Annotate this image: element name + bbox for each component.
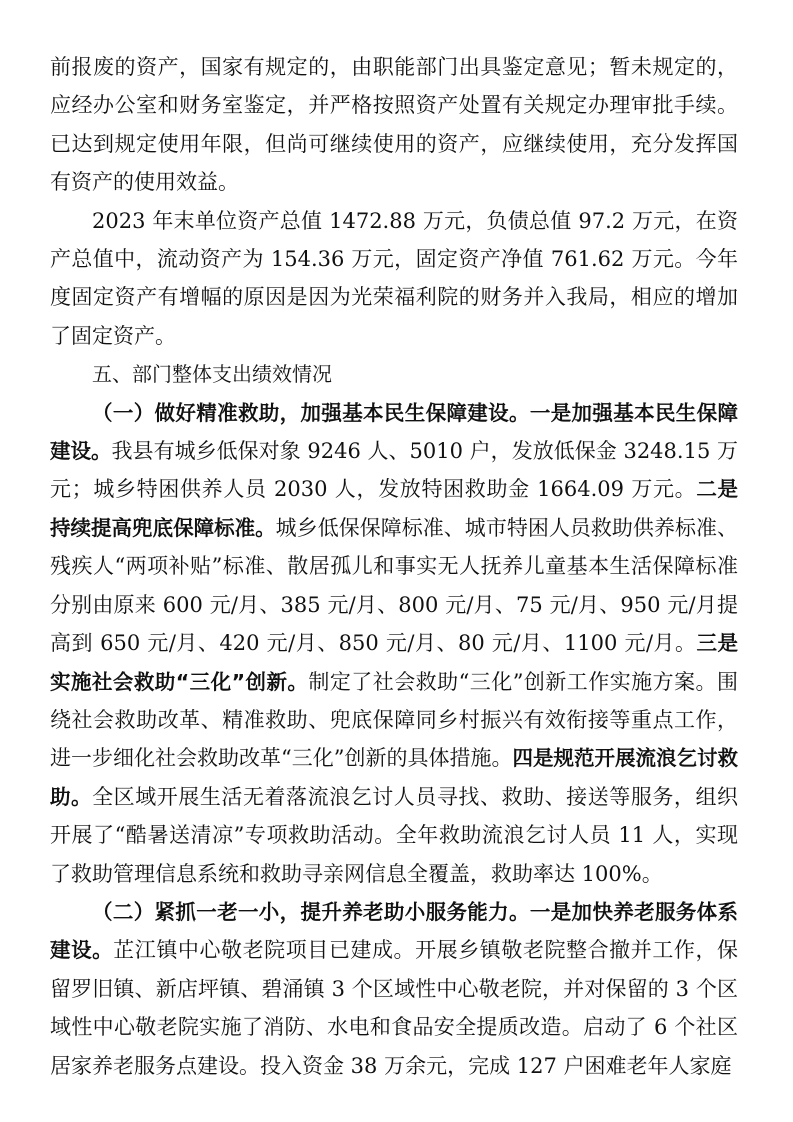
elderly-point-one-label: 一是加快养老服务体系建设。 [50, 899, 739, 963]
paragraph-elderly-child [50, 893, 738, 1085]
subheading-elderly-child: （二）紧抓一老一小，提升养老助小服务能力。 [92, 899, 530, 924]
point-four-label: 四是规范开展流浪乞讨救助。 [50, 746, 738, 809]
subheading-precise-assistance: （一）做好精准救助，加强基本民生保障建设。 [92, 400, 530, 425]
point-one-text: 我县有城乡低保对象 9246 人、5010 户，发放低保金 3248.15 万元；城乡特困供养人员 2030 人，发放特困救助金 1664.09 万元。 [50, 439, 738, 502]
paragraph-asset-disposal: 前报废的资产，国家有规定的，由职能部门出具鉴定意见；暂未规定的，应经办公室和财务室鉴定，并严格按照资产处置有关规定办理审批手续。已达到规定使用年限，但尚可继续使用的资产，应继续使用，充分发挥国有资产的使用效益。 [50, 55, 738, 195]
point-two-label: 二是持续提高兜底保障标准。 [50, 477, 739, 540]
elderly-point-one-text: 芷江镇中心敬老院项目已建成。开展乡镇敬老院整合撤并工作，保留罗旧镇、新店坪镇、碧涌镇 3 个区域性中心敬老院，并对保留的 3 个区域性中心敬老院实施了消防、水电和食品安全提质改造。启动了 6 个社区居家养老服务点建设。投入资金 38 万余元，完成 127 户困难老年人家庭 [50, 938, 739, 1078]
section-title-performance: 五、部门整体支出绩效情况 [92, 362, 332, 387]
document-body [50, 48, 738, 1085]
paragraph-precise-assistance [50, 394, 738, 893]
point-four-text: 全区域开展生活无着落流浪乞讨人员寻找、救助、接送等服务，组织开展了“酷暑送清凉”专项救助活动。全年救助流浪乞讨人员 11 人，实现了救助管理信息系统和救助寻亲网信息全覆盖，救助率达 100%。 [50, 784, 739, 886]
point-one-label: 一是加强基本民生保障建设。 [50, 400, 739, 464]
point-two-text: 城乡低保保障标准、城市特困人员救助供养标准、残疾人“两项补贴”标准、散居孤儿和事实无人抚养儿童基本生活保障标准分别由原来 600 元/月、385 元/月、800 元/月、75 元/月、950 元/月提高到 650 元/月、420 元/月、850 元/月、80 元/月、1100 元/月。 [50, 515, 738, 656]
point-three-label: 三是实施社会救助“三化”创新。 [50, 631, 739, 694]
point-three-text: 制定了社会救助“三化”创新工作实施方案。围绕社会救助改革、精准救助、兜底保障同乡村振兴有效衔接等重点工作，进一步细化社会救助改革“三化”创新的具体措施。 [50, 669, 738, 771]
paragraph-asset-totals: 2023 年末单位资产总值 1472.88 万元，负债总值 97.2 万元，在资产总值中，流动资产为 154.36 万元，固定资产净值 761.62 万元。今年度固定资产有增幅的原因是因为光荣福利院的财务并入我局，相应的增加了固定资产。 [50, 208, 738, 348]
